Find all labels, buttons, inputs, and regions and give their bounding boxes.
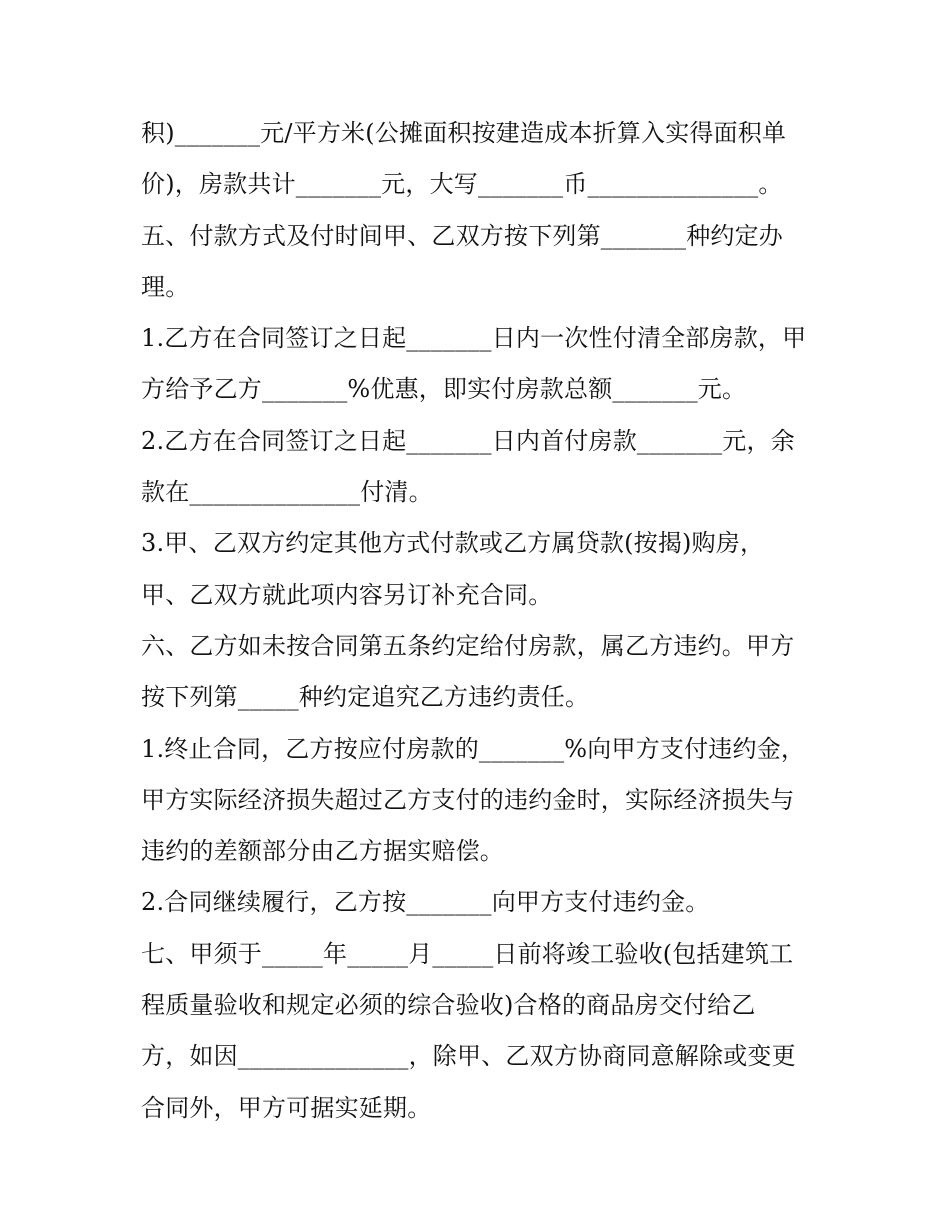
text-line: 方，如因______________，除甲、乙双方协商同意解除或变更	[141, 1042, 796, 1071]
clause-5-2: 2.乙方在合同签订之日起_______日内首付房款_______元，余	[141, 426, 795, 455]
section-heading-5: 五、付款方式及付时间甲、乙双方按下列第_______种约定办	[141, 221, 783, 250]
text-line: 方给予乙方_______%优惠，即实付房款总额_______元。	[141, 375, 747, 404]
text-line: 程质量验收和规定必须的综合验收)合格的商品房交付给乙	[141, 991, 756, 1020]
document-body	[141, 108, 841, 1134]
text-line: 价)，房款共计_______元，大写_______币______________。	[141, 170, 783, 199]
text-line: 款在______________付清。	[141, 478, 433, 507]
text-line: 理。	[141, 272, 190, 301]
text-line: 积)_______元/平方米(公摊面积按建造成本折算入实得面积单	[141, 119, 787, 147]
text-line: 合同外，甲方可据实延期。	[141, 1093, 432, 1122]
clause-5-3: 3.甲、乙双方约定其他方式付款或乙方属贷款(按揭)购房，	[141, 529, 765, 558]
text-line: 违约的差额部分由乙方据实赔偿。	[141, 837, 504, 866]
clause-6-1: 1.终止合同，乙方按应付房款的_______%向甲方支付违约金，	[141, 734, 806, 763]
clause-6-2: 2.合同继续履行，乙方按_______向甲方支付违约金。	[141, 888, 710, 917]
text-line: 甲方实际经济损失超过乙方支付的违约金时，实际经济损失与	[141, 785, 795, 814]
text-line: 按下列第_____种约定追究乙方违约责任。	[141, 683, 590, 712]
text-line: 甲、乙双方就此项内容另订补充合同。	[141, 580, 553, 609]
clause-5-1: 1.乙方在合同签订之日起_______日内一次性付清全部房款，甲	[141, 324, 807, 353]
section-heading-7: 七、甲须于_____年_____月_____日前将竣工验收(包括建筑工	[141, 939, 794, 968]
section-heading-6: 六、乙方如未按合同第五条约定给付房款，属乙方违约。甲方	[141, 631, 795, 660]
